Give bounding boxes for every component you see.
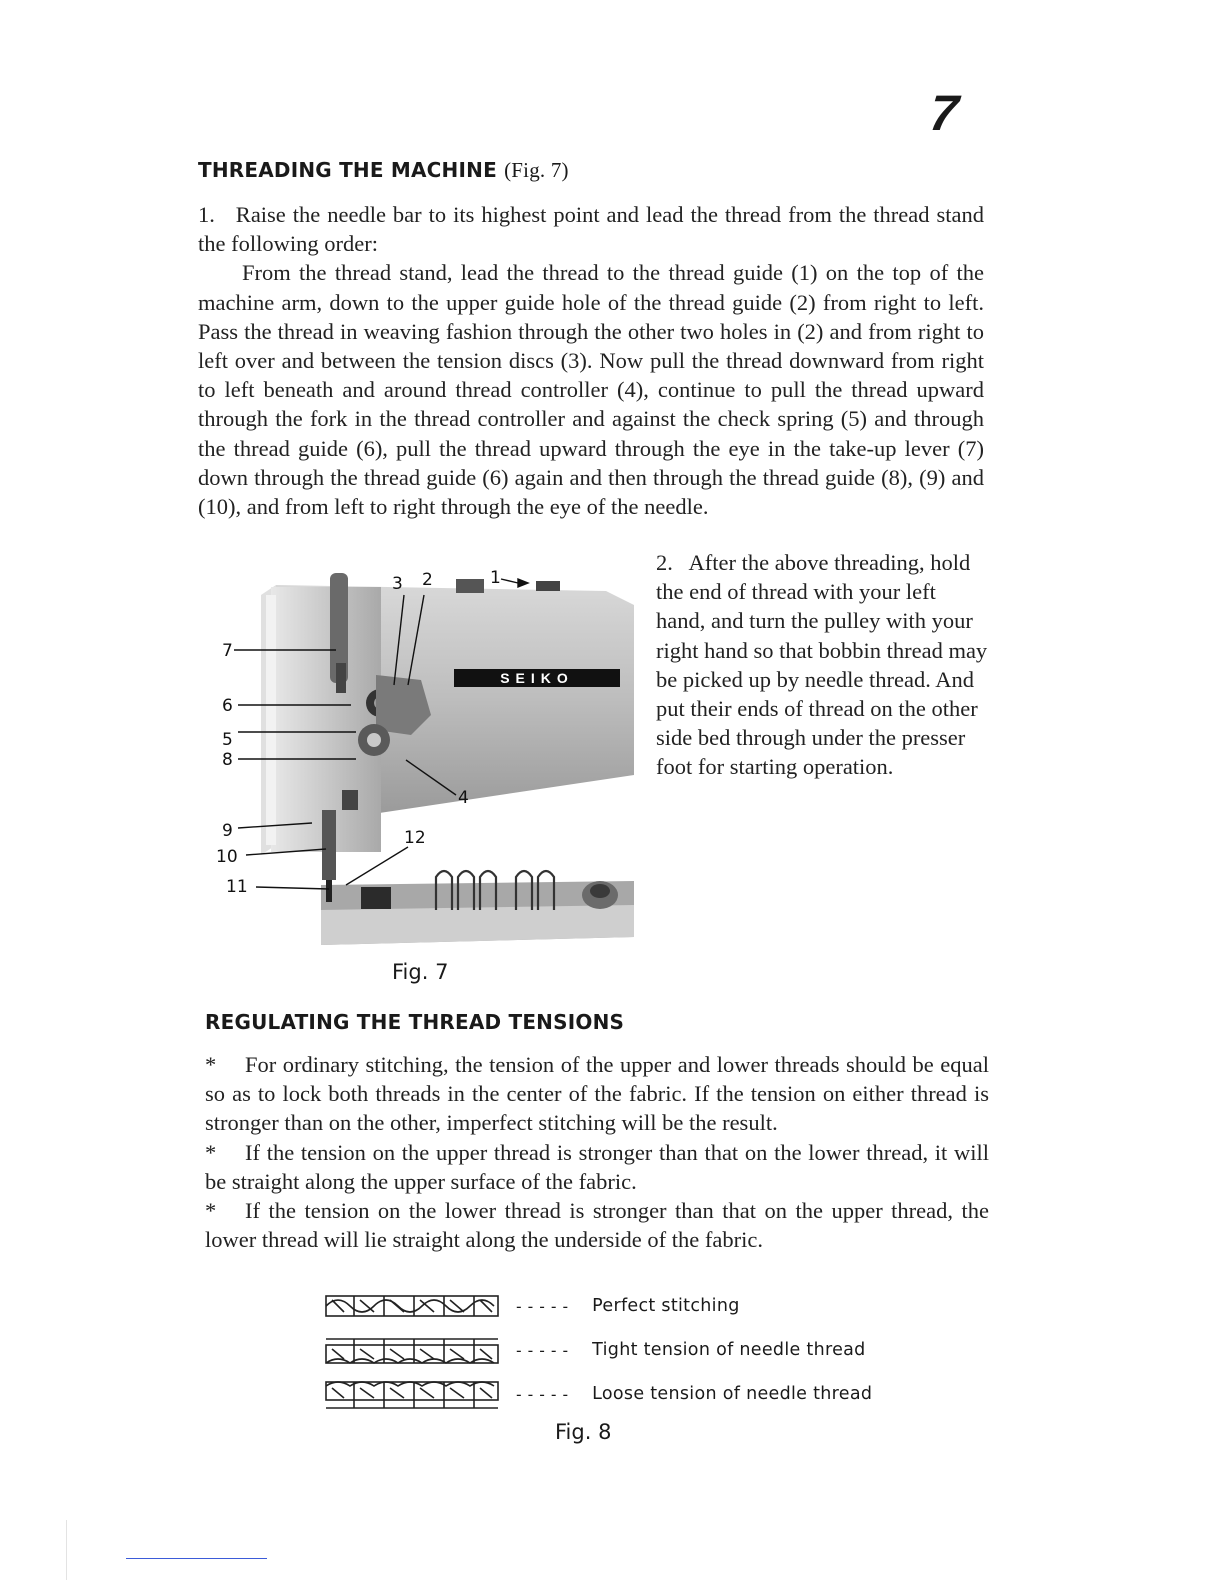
callout-8: 8 xyxy=(222,750,233,770)
tension-bullet-1: * For ordinary stitching, the tension of the upper and lower threads should be equal so as to lock both threads in the center of the fabric. If the tension on either thread is stronger than on the other, imperfect stitching will be the result. xyxy=(205,1052,989,1136)
stitch-label-perfect: Perfect stitching xyxy=(592,1296,740,1316)
stitch-row-perfect xyxy=(324,1288,740,1324)
callout-5: 5 xyxy=(222,730,233,750)
page-footer-rule xyxy=(126,1558,267,1559)
tension-bullet-2: * If the tension on the upper thread is stronger than that on the lower thread, it will be straight along the upper surface of the fabric. xyxy=(205,1139,989,1194)
bullet-marker: * xyxy=(205,1139,217,1165)
callout-4: 4 xyxy=(458,788,469,808)
dash-separator: ----- xyxy=(514,1296,573,1316)
tension-heading: REGULATING THE THREAD TENSIONS xyxy=(205,1010,625,1034)
dash-separator: ----- xyxy=(514,1340,573,1360)
scan-margin-line xyxy=(66,1520,67,1580)
stitch-label-loose: Loose tension of needle thread xyxy=(592,1384,873,1404)
step-2-text xyxy=(632,548,988,782)
callout-9: 9 xyxy=(222,821,233,841)
bullet-marker: * xyxy=(205,1052,217,1077)
threading-heading-fig-ref: (Fig. 7) xyxy=(504,158,569,182)
step-2-body: 2. After the above threading, hold the end of thread with your left hand, and turn the pulley with your right hand so that bobbin thread may be picked up by needle thread. And put their ends of thread on the other side bed through under the presser foot for starting operation. xyxy=(656,550,988,780)
callout-12: 12 xyxy=(404,828,426,848)
tension-bullet-3: * If the tension on the lower thread is stronger than that on the upper thread, the lower thread will lie straight along the underside of the fabric. xyxy=(205,1198,989,1253)
perfect-stitch-illustration xyxy=(324,1290,500,1322)
step-1-intro: 1. Raise the needle bar to its highest point and lead the thread from the thread stand the following order: xyxy=(198,202,984,257)
brand-badge xyxy=(500,670,574,686)
callout-10: 10 xyxy=(216,847,238,867)
callout-7: 7 xyxy=(222,641,233,661)
threading-heading xyxy=(198,158,569,183)
stitch-label-tight: Tight tension of needle thread xyxy=(592,1340,866,1360)
callout-1: 1 xyxy=(490,568,501,588)
stitch-row-tight xyxy=(324,1332,866,1368)
threading-instructions xyxy=(198,200,984,521)
sewing-machine-figure xyxy=(216,565,638,950)
page-number: 7 xyxy=(927,85,961,141)
threading-heading-text: THREADING THE MACHINE xyxy=(198,158,497,182)
svg-text:SEIKO: SEIKO xyxy=(500,670,574,686)
callout-2: 2 xyxy=(422,570,433,590)
callout-3: 3 xyxy=(392,574,403,594)
dash-separator: ----- xyxy=(514,1384,573,1404)
tension-bullets xyxy=(205,1050,989,1254)
figure-8-caption: Fig. 8 xyxy=(555,1420,612,1444)
loose-stitch-illustration xyxy=(324,1376,500,1412)
callout-11: 11 xyxy=(226,877,248,897)
figure-7-caption: Fig. 7 xyxy=(392,960,449,984)
stitch-row-loose xyxy=(324,1376,872,1412)
callout-6: 6 xyxy=(222,696,233,716)
step-1-body: From the thread stand, lead the thread to the thread guide (1) on the top of the machine arm, down to the upper guide hole of the thread guide (2) from right to left. Pass the thread in weaving fashion through the other two holes in (2) and from right to left over and between the tension discs (3). Now pull the thread downward from right to left beneath and around thread controller (4), continue to pull the thread upward through the fork in the thread controller and against the check spring (5) and through the thread guide (6), pull the thread upward through the eye in the take-up lever (7) down through the thread guide (6) again and then through the thread guide (8), (9) and (10), and from left to right through the eye of the needle. xyxy=(198,260,984,520)
tight-stitch-illustration xyxy=(324,1333,500,1367)
bullet-marker: * xyxy=(205,1198,217,1224)
